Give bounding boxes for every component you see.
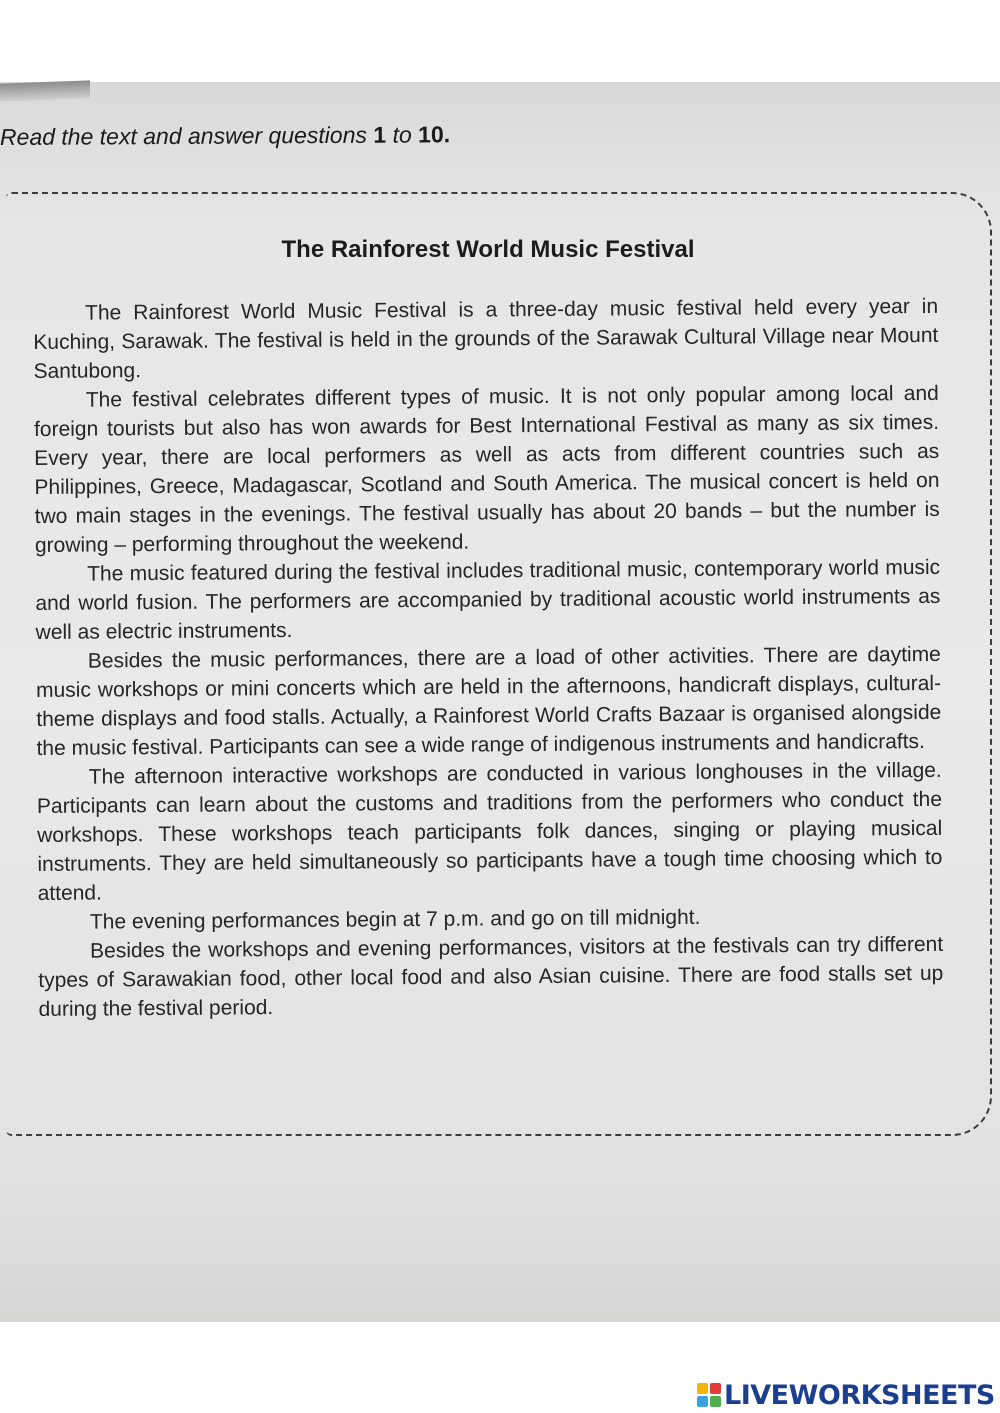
passage-title: The Rainforest World Music Festival bbox=[281, 236, 695, 263]
logo-square-1 bbox=[697, 1383, 708, 1394]
instruction-suffix: . bbox=[443, 121, 451, 148]
passage-paragraph-6: The evening performances begin at 7 p.m. and go on till midnight. bbox=[89, 905, 701, 934]
passage-paragraph-3: The music featured during the festival includes traditional music, contemporary world music and world fusion. The performers are accompanied by traditional acoustic world instruments as well as electric instruments. bbox=[35, 555, 941, 644]
passage-paragraph-7: Besides the workshops and evening performances, visitors at the festivals can try different types of Sarawakian food, other local food and also Asian cuisine. There are food stalls set up during the festival period. bbox=[38, 932, 944, 1021]
instruction-line bbox=[0, 121, 450, 151]
passage-paragraph-2: The festival celebrates different types of music. It is not only popular among local and foreign tourists but also has won awards for Best International Festival as many as six times. Every year, there are local performers as well as acts from different countries such as Philippines, Greece, Madagascar, Scotland and South America. The musical concert is held on two main stages in the evenings. The festival usually has about 20 bands – but the number is growing – performing throughout the weekend. bbox=[33, 381, 940, 557]
instruction-first-number: 1 bbox=[373, 121, 387, 148]
logo-text: LIVEWORKSHEETS bbox=[724, 1379, 995, 1411]
instruction-mid: to bbox=[386, 121, 419, 148]
passage-paragraph-4: Besides the music performances, there are a load of other activities. There are daytime music workshops or mini concerts which are held in the afternoons, handicraft displays, cultural-theme displays and food stalls. Actually, a Rainforest World Crafts Bazaar is organised alongside the music festival. Participants can see a wide range of indigenous instruments and handicrafts. bbox=[35, 642, 942, 760]
logo-grid-icon bbox=[697, 1383, 721, 1407]
passage-paragraph-5: The afternoon interactive workshops are conducted in various longhouses in the village. Participants can learn about the customs and traditions from the performers who conduct the workshops. These workshops teach participants folk dances, singing or playing musical instruments. They are held simultaneously so participants have a tough time choosing which to attend. bbox=[36, 758, 943, 905]
logo-square-2 bbox=[710, 1383, 721, 1394]
liveworksheets-logo[interactable] bbox=[697, 1378, 995, 1412]
instruction-last-number: 10 bbox=[418, 121, 444, 148]
passage-body bbox=[33, 292, 944, 1024]
logo-square-4 bbox=[710, 1396, 721, 1407]
logo-square-3 bbox=[697, 1396, 708, 1407]
passage-paragraph-1: The Rainforest World Music Festival is a three-day music festival held every year in Kuching, Sarawak. The festival is held in the grounds of the Sarawak Cultural Village near Mount Santubong. bbox=[33, 294, 939, 383]
page-edge-shadow bbox=[0, 80, 90, 101]
instruction-prefix: Read the text and answer questions bbox=[0, 121, 374, 150]
top-margin bbox=[0, 0, 1000, 82]
